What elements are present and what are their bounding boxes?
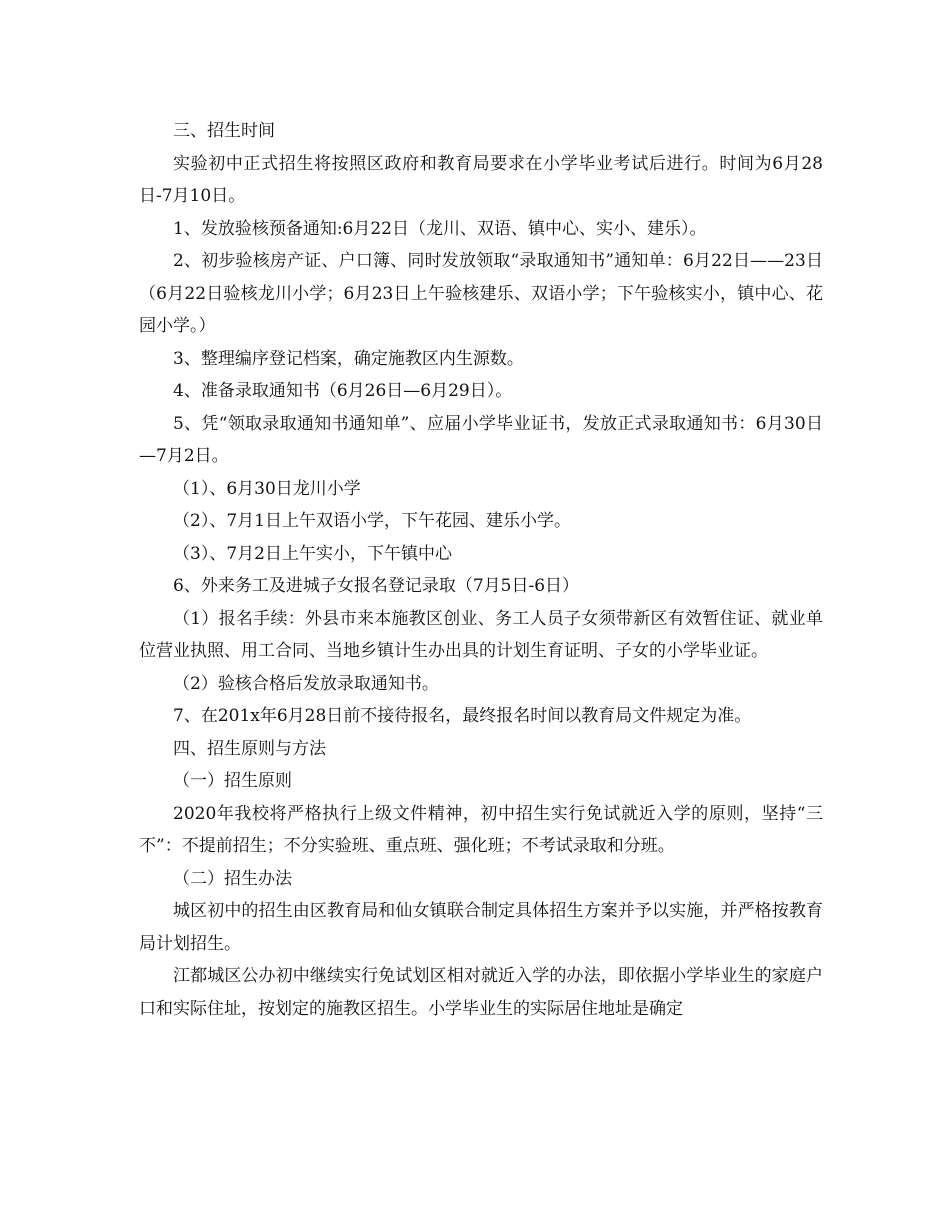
- paragraph: 江都城区公办初中继续实行免试划区相对就近入学的办法，即依据小学毕业生的家庭户口和实际住址，按划定的施教区招生。小学毕业生的实际居住地址是确定: [139, 966, 823, 1019]
- list-item: 6、外来务工及进城子女报名登记录取（7月5日-6日）: [173, 576, 580, 596]
- sub-list-item: （3）、7月2日上午实小，下午镇中心: [173, 543, 452, 564]
- document-body: [139, 115, 823, 1025]
- section-heading-time: 三、招生时间: [173, 121, 275, 141]
- sub-list-item: （2）、7月1日上午双语小学，下午花园、建乐小学。: [173, 511, 571, 531]
- sub-list-item: （1）、6月30日龙川小学: [173, 478, 361, 499]
- paragraph: 城区初中的招生由区教育局和仙女镇联合制定具体招生方案并予以实施，并严格按教育局计划招生。: [139, 901, 823, 954]
- list-item: 4、准备录取通知书（6月26日—6月29日）。: [173, 381, 513, 401]
- section-heading-principles: 四、招生原则与方法: [173, 738, 326, 759]
- paragraph: 2020年我校将严格执行上级文件精神，初中招生实行免试就近入学的原则，坚持“三不”：不提前招生；不分实验班、重点班、强化班；不考试录取和分班。: [139, 803, 823, 856]
- list-item: 5、凭“领取录取通知书通知单”、应届小学毕业证书，发放正式录取通知书：6月30日—7月2日。: [139, 413, 823, 466]
- list-item: 7、在201x年6月28日前不接待报名，最终报名时间以教育局文件规定为准。: [173, 706, 752, 726]
- list-item: 2、初步验核房产证、户口簿、同时发放领取“录取通知书”通知单：6月22日——23日（6月22日验核龙川小学；6月23日上午验核建乐、双语小学；下午验核实小，镇中心、花园小学。）: [139, 251, 823, 336]
- sub-list-item: （2）验核合格后发放录取通知书。: [173, 673, 439, 694]
- list-item: 3、整理编序登记档案，确定施教区内生源数。: [173, 348, 524, 369]
- sub-list-item: （1）报名手续：外县市来本施教区创业、务工人员子女须带新区有效暂住证、就业单位营业执照、用工合同、当地乡镇计生办出具的计划生育证明、子女的小学毕业证。: [139, 608, 823, 661]
- subsection-heading: （二）招生办法: [173, 868, 292, 889]
- paragraph: 实验初中正式招生将按照区政府和教育局要求在小学毕业考试后进行。时间为6月28日-7月10日。: [139, 153, 823, 206]
- list-item: 1、发放验核预备通知:6月22日（龙川、双语、镇中心、实小、建乐）。: [173, 218, 707, 239]
- subsection-heading: （一）招生原则: [173, 771, 292, 791]
